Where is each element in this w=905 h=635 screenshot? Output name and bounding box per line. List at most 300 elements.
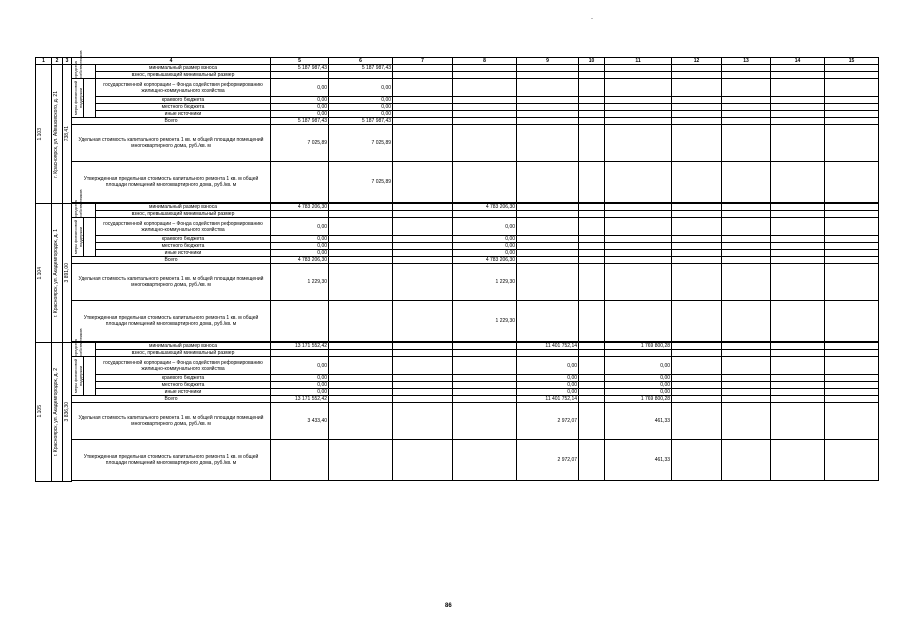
block-number: 1.103 xyxy=(37,127,43,141)
row-local xyxy=(36,104,879,111)
row-label: взнос, превышающий минимальный размер xyxy=(96,211,271,218)
value-cell xyxy=(771,243,825,250)
value-cell xyxy=(771,72,825,79)
value-cell xyxy=(579,97,605,104)
value-cell xyxy=(393,389,453,396)
value-cell xyxy=(672,350,722,357)
value-cell xyxy=(771,162,825,203)
value-cell: 0,00 xyxy=(271,243,329,250)
value-cell: 4 783 206,30 xyxy=(271,257,329,264)
value-cell xyxy=(825,403,879,440)
area-cell xyxy=(63,204,72,343)
value-cell xyxy=(722,350,771,357)
value-cell xyxy=(605,118,672,125)
row-label: Всего xyxy=(72,257,271,264)
row-label: государственной корпорации – Фонда содействия реформированию жилищно-коммунального хозяйства xyxy=(96,218,271,236)
area: 3 836,30 xyxy=(64,402,70,422)
row-label: краевого бюджета xyxy=(96,236,271,243)
owners-funds-cell xyxy=(72,189,96,218)
value-cell xyxy=(517,211,579,218)
value-cell xyxy=(825,104,879,111)
value-cell xyxy=(393,162,453,203)
row-label: Удельная стоимость капитального ремонта 1 кв. м общей площади помещений многоквартирного дома, руб./кв. м xyxy=(72,125,271,162)
value-cell xyxy=(329,357,393,375)
header-cell: 10 xyxy=(579,58,605,65)
row-regional xyxy=(36,97,879,104)
value-cell xyxy=(672,375,722,382)
area: 3 891,00 xyxy=(64,263,70,283)
value-cell xyxy=(605,125,672,162)
row-label: Утвержденная предельная стоимость капитального ремонта 1 кв. м общей площади помещений многоквартирного дома, руб./кв. м xyxy=(72,440,271,481)
row-label: минимальный размер взноса xyxy=(96,65,271,72)
value-cell xyxy=(453,162,517,203)
value-cell xyxy=(825,204,879,211)
value-cell xyxy=(453,396,517,403)
value-cell xyxy=(771,396,825,403)
value-cell xyxy=(453,211,517,218)
value-cell xyxy=(672,389,722,396)
value-cell: 5 187 987,43 xyxy=(271,65,329,72)
address: г. Красноярск, ул. Академгородок, д. 1 xyxy=(53,228,59,318)
value-cell xyxy=(722,257,771,264)
value-cell xyxy=(771,357,825,375)
value-cell xyxy=(579,65,605,72)
value-cell: 1 229,30 xyxy=(453,264,517,301)
value-cell xyxy=(672,65,722,72)
row-local xyxy=(36,243,879,250)
value-cell xyxy=(579,357,605,375)
value-cell xyxy=(605,65,672,72)
row-total xyxy=(36,257,879,264)
value-cell xyxy=(722,65,771,72)
table-body xyxy=(36,50,879,482)
value-cell xyxy=(329,218,393,236)
header-cell: 1 xyxy=(36,58,52,65)
value-cell xyxy=(579,301,605,342)
value-cell xyxy=(605,104,672,111)
value-cell: 0,00 xyxy=(517,382,579,389)
value-cell xyxy=(825,264,879,301)
value-cell xyxy=(605,211,672,218)
value-cell xyxy=(771,125,825,162)
value-cell xyxy=(517,243,579,250)
value-cell xyxy=(579,118,605,125)
value-cell: 0,00 xyxy=(329,104,393,111)
value-cell: 0,00 xyxy=(271,79,329,97)
value-cell xyxy=(579,396,605,403)
value-cell xyxy=(722,211,771,218)
value-cell xyxy=(271,301,329,342)
value-cell xyxy=(329,396,393,403)
value-cell xyxy=(825,243,879,250)
row-label: Всего xyxy=(72,396,271,403)
row-regional xyxy=(36,375,879,382)
row-fund xyxy=(36,218,879,236)
value-cell xyxy=(453,357,517,375)
value-cell: 0,00 xyxy=(329,111,393,118)
value-cell xyxy=(825,111,879,118)
owners-funds-label: средства собственников xyxy=(73,328,83,356)
value-cell xyxy=(672,440,722,481)
row-approved-cost xyxy=(36,162,879,203)
value-cell xyxy=(672,243,722,250)
value-cell xyxy=(825,218,879,236)
value-cell: 0,00 xyxy=(271,389,329,396)
value-cell xyxy=(453,350,517,357)
value-cell xyxy=(771,440,825,481)
row-min-contribution xyxy=(36,343,879,350)
value-cell xyxy=(393,350,453,357)
value-cell xyxy=(722,375,771,382)
value-cell xyxy=(672,162,722,203)
value-cell xyxy=(579,343,605,350)
value-cell xyxy=(453,65,517,72)
value-cell xyxy=(825,72,879,79)
address-cell xyxy=(52,204,63,343)
row-label: Всего xyxy=(72,118,271,125)
value-cell xyxy=(605,204,672,211)
value-cell xyxy=(453,382,517,389)
value-cell xyxy=(672,236,722,243)
value-cell xyxy=(453,389,517,396)
value-cell: 0,00 xyxy=(453,243,517,250)
row-approved-cost xyxy=(36,440,879,481)
row-label: государственной корпорации – Фонда содействия реформированию жилищно-коммунального хозяйства xyxy=(96,357,271,375)
row-label: взнос, превышающий минимальный размер xyxy=(96,72,271,79)
owners-funds-label: средства собственников xyxy=(73,50,83,78)
value-cell xyxy=(271,211,329,218)
value-cell: 461,33 xyxy=(605,440,672,481)
row-label: местного бюджета xyxy=(96,104,271,111)
value-cell xyxy=(517,104,579,111)
value-cell: 1 769 800,28 xyxy=(605,343,672,350)
value-cell xyxy=(579,389,605,396)
header-cell: 15 xyxy=(825,58,879,65)
value-cell xyxy=(579,72,605,79)
value-cell: 7 025,89 xyxy=(329,162,393,203)
value-cell xyxy=(579,350,605,357)
value-cell: 1 229,30 xyxy=(453,301,517,342)
block-number: 1.104 xyxy=(37,266,43,280)
owners-funds-cell xyxy=(72,328,96,357)
value-cell xyxy=(771,343,825,350)
value-cell xyxy=(271,72,329,79)
value-cell: 0,00 xyxy=(271,111,329,118)
value-cell xyxy=(393,403,453,440)
page-number: 86 xyxy=(445,603,452,609)
value-cell xyxy=(393,65,453,72)
row-label: Утвержденная предельная стоимость капитального ремонта 1 кв. м общей площади помещений многоквартирного дома, руб./кв. м xyxy=(72,301,271,342)
owners-funds-cell xyxy=(72,50,96,79)
value-cell xyxy=(672,125,722,162)
value-cell xyxy=(722,104,771,111)
value-cell xyxy=(825,440,879,481)
header-cell: 11 xyxy=(605,58,672,65)
value-cell xyxy=(605,162,672,203)
value-cell xyxy=(579,264,605,301)
area: 738,41 xyxy=(64,126,70,142)
value-cell xyxy=(672,257,722,264)
row-over-min xyxy=(36,211,879,218)
area-cell xyxy=(63,65,72,204)
value-cell xyxy=(605,350,672,357)
value-cell xyxy=(722,79,771,97)
value-cell xyxy=(329,250,393,257)
value-cell: 0,00 xyxy=(329,97,393,104)
value-cell xyxy=(605,97,672,104)
value-cell xyxy=(722,382,771,389)
value-cell xyxy=(825,250,879,257)
value-cell: 0,00 xyxy=(517,389,579,396)
value-cell xyxy=(771,403,825,440)
value-cell xyxy=(722,440,771,481)
value-cell xyxy=(605,218,672,236)
value-cell xyxy=(825,236,879,243)
support-measures-label: меры финансовой поддержки xyxy=(73,358,83,394)
value-cell: 5 187 987,43 xyxy=(329,118,393,125)
value-cell xyxy=(393,382,453,389)
value-cell xyxy=(393,211,453,218)
row-regional xyxy=(36,236,879,243)
value-cell xyxy=(605,301,672,342)
value-cell xyxy=(393,264,453,301)
row-label: краевого бюджета xyxy=(96,97,271,104)
value-cell xyxy=(605,243,672,250)
row-label: местного бюджета xyxy=(96,243,271,250)
value-cell xyxy=(825,97,879,104)
value-cell xyxy=(771,250,825,257)
value-cell xyxy=(517,111,579,118)
value-cell xyxy=(453,111,517,118)
value-cell xyxy=(517,301,579,342)
value-cell xyxy=(771,350,825,357)
value-cell xyxy=(722,264,771,301)
address: г. Красноярск, ул. Академгородок, д. 2 xyxy=(53,367,59,456)
value-cell xyxy=(517,162,579,203)
value-cell xyxy=(329,440,393,481)
support-measures-cell xyxy=(72,79,84,118)
value-cell xyxy=(771,389,825,396)
value-cell xyxy=(722,218,771,236)
value-cell xyxy=(517,118,579,125)
value-cell xyxy=(825,301,879,342)
support-measures-label: меры финансовой поддержки xyxy=(73,219,83,255)
value-cell xyxy=(579,218,605,236)
value-cell xyxy=(329,382,393,389)
value-cell xyxy=(771,382,825,389)
header-cell: 12 xyxy=(672,58,722,65)
row-total xyxy=(36,396,879,403)
row-label: Утвержденная предельная стоимость капитального ремонта 1 кв. м общей площади помещений многоквартирного дома, руб./кв. м xyxy=(72,162,271,203)
value-cell xyxy=(771,211,825,218)
value-cell xyxy=(722,111,771,118)
value-cell: 2 972,07 xyxy=(517,403,579,440)
value-cell: 1 769 800,28 xyxy=(605,396,672,403)
value-cell xyxy=(672,118,722,125)
value-cell xyxy=(579,79,605,97)
value-cell xyxy=(771,375,825,382)
row-label: иные источники xyxy=(96,111,271,118)
value-cell xyxy=(579,250,605,257)
value-cell xyxy=(672,97,722,104)
value-cell xyxy=(329,264,393,301)
value-cell xyxy=(825,125,879,162)
value-cell xyxy=(393,396,453,403)
row-label: Удельная стоимость капитального ремонта 1 кв. м общей площади помещений многоквартирного дома, руб./кв. м xyxy=(72,403,271,440)
value-cell xyxy=(771,236,825,243)
value-cell xyxy=(393,118,453,125)
value-cell: 0,00 xyxy=(271,97,329,104)
value-cell xyxy=(771,218,825,236)
value-cell xyxy=(393,440,453,481)
value-cell: 0,00 xyxy=(271,250,329,257)
value-cell xyxy=(329,236,393,243)
header-cell: 14 xyxy=(771,58,825,65)
value-cell xyxy=(393,97,453,104)
value-cell xyxy=(672,396,722,403)
header-cell: 3 xyxy=(63,58,72,65)
value-cell xyxy=(329,257,393,264)
value-cell xyxy=(672,204,722,211)
value-cell xyxy=(329,301,393,342)
value-cell xyxy=(579,236,605,243)
value-cell xyxy=(517,72,579,79)
row-label: минимальный размер взноса xyxy=(96,343,271,350)
value-cell xyxy=(825,382,879,389)
value-cell xyxy=(825,396,879,403)
value-cell: 0,00 xyxy=(453,236,517,243)
value-cell: 0,00 xyxy=(271,375,329,382)
value-cell: 3 433,40 xyxy=(271,403,329,440)
value-cell xyxy=(722,236,771,243)
row-over-min xyxy=(36,72,879,79)
value-cell xyxy=(722,118,771,125)
value-cell xyxy=(605,236,672,243)
value-cell xyxy=(771,301,825,342)
value-cell xyxy=(825,162,879,203)
value-cell xyxy=(329,204,393,211)
value-cell: 0,00 xyxy=(605,389,672,396)
value-cell xyxy=(579,125,605,162)
value-cell: 4 783 206,30 xyxy=(271,204,329,211)
header-cell: 9 xyxy=(517,58,579,65)
value-cell: 7 025,89 xyxy=(329,125,393,162)
row-approved-cost xyxy=(36,301,879,342)
row-over-min xyxy=(36,350,879,357)
value-cell xyxy=(579,104,605,111)
block-number-cell xyxy=(36,204,52,343)
value-cell xyxy=(825,350,879,357)
address-cell xyxy=(52,343,63,482)
value-cell xyxy=(517,350,579,357)
value-cell xyxy=(672,111,722,118)
value-cell xyxy=(605,79,672,97)
value-cell xyxy=(771,65,825,72)
value-cell xyxy=(453,343,517,350)
value-cell xyxy=(393,343,453,350)
row-label: местного бюджета xyxy=(96,382,271,389)
value-cell: 1 229,30 xyxy=(271,264,329,301)
row-fund xyxy=(36,357,879,375)
value-cell xyxy=(453,440,517,481)
value-cell xyxy=(825,211,879,218)
value-cell xyxy=(722,243,771,250)
value-cell xyxy=(271,440,329,481)
value-cell xyxy=(579,211,605,218)
value-cell: 4 783 206,30 xyxy=(453,204,517,211)
value-cell xyxy=(771,104,825,111)
value-cell xyxy=(579,382,605,389)
value-cell xyxy=(672,218,722,236)
value-cell: 0,00 xyxy=(271,104,329,111)
value-cell xyxy=(672,301,722,342)
value-cell: 0,00 xyxy=(271,236,329,243)
value-cell xyxy=(722,403,771,440)
row-label: иные источники xyxy=(96,389,271,396)
value-cell xyxy=(517,65,579,72)
value-cell: 0,00 xyxy=(517,357,579,375)
value-cell xyxy=(722,125,771,162)
value-cell xyxy=(393,375,453,382)
value-cell xyxy=(393,125,453,162)
row-local xyxy=(36,382,879,389)
value-cell xyxy=(722,343,771,350)
value-cell xyxy=(579,257,605,264)
value-cell: 0,00 xyxy=(605,357,672,375)
row-other xyxy=(36,250,879,257)
row-label: Удельная стоимость капитального ремонта 1 кв. м общей площади помещений многоквартирного дома, руб./кв. м xyxy=(72,264,271,301)
value-cell xyxy=(453,375,517,382)
header-cell: 7 xyxy=(393,58,453,65)
value-cell xyxy=(271,350,329,357)
value-cell: 0,00 xyxy=(453,250,517,257)
header-cell: 4 xyxy=(72,58,271,65)
value-cell: 0,00 xyxy=(605,382,672,389)
value-cell xyxy=(672,357,722,375)
address: г. Красноярск, ул. Айвазовского, д. 21 xyxy=(53,90,59,178)
corner-mark: - xyxy=(591,16,593,22)
area-cell xyxy=(63,343,72,482)
value-cell xyxy=(453,97,517,104)
row-other xyxy=(36,111,879,118)
support-measures-cell xyxy=(72,357,84,396)
value-cell xyxy=(393,243,453,250)
value-cell xyxy=(771,118,825,125)
value-cell xyxy=(722,396,771,403)
row-unit-cost xyxy=(36,403,879,440)
value-cell: 0,00 xyxy=(271,382,329,389)
value-cell: 13 171 552,42 xyxy=(271,396,329,403)
value-cell xyxy=(771,97,825,104)
header-row xyxy=(36,58,879,65)
value-cell xyxy=(329,375,393,382)
value-cell xyxy=(722,204,771,211)
value-cell: 0,00 xyxy=(271,218,329,236)
row-label: государственной корпорации – Фонда содействия реформированию жилищно-коммунального хозяйства xyxy=(96,79,271,97)
value-cell xyxy=(517,97,579,104)
value-cell xyxy=(579,111,605,118)
value-cell: 2 972,07 xyxy=(517,440,579,481)
value-cell xyxy=(579,162,605,203)
value-cell xyxy=(517,236,579,243)
value-cell xyxy=(393,357,453,375)
value-cell xyxy=(517,264,579,301)
value-cell xyxy=(517,218,579,236)
row-min-contribution xyxy=(36,65,879,72)
value-cell xyxy=(722,357,771,375)
value-cell xyxy=(771,264,825,301)
row-unit-cost xyxy=(36,264,879,301)
